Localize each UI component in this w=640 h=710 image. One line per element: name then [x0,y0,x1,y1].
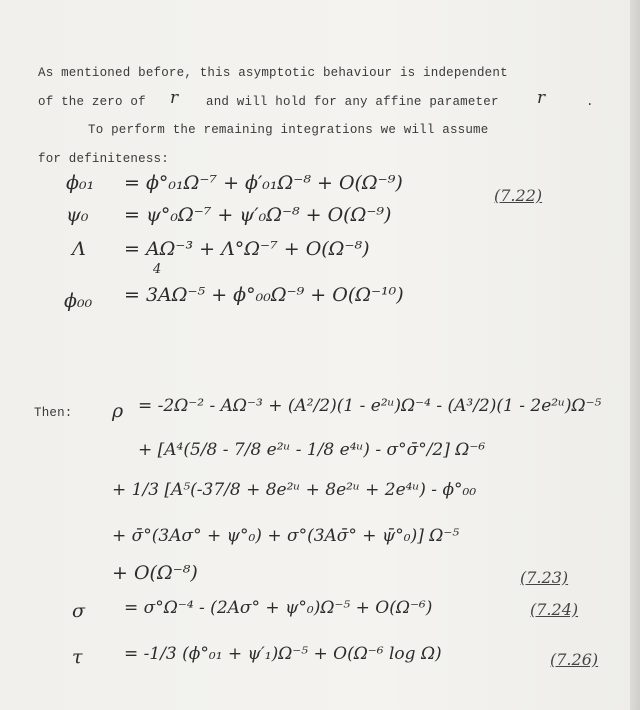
rho-line-5: + O(Ω⁻⁸) [112,562,198,584]
symbol-r-1: r [170,88,179,108]
rho-lhs: ρ [112,400,124,422]
eq1-lhs: ϕ₀₁ [66,172,95,194]
text-line-4: for definiteness: [38,152,169,166]
eq4-lhs: ϕ₀₀ [64,290,93,312]
eq1-rhs: = ϕ°₀₁Ω⁻⁷ + ϕ′₀₁Ω⁻⁸ + O(Ω⁻⁹) [124,172,403,194]
rho-line-1: = -2Ω⁻² - AΩ⁻³ + (A²/2)(1 - e²ᵘ)Ω⁻⁴ - (A³/2)(1 - 2e²ᵘ)Ω⁻⁵ [138,396,602,416]
sigma-lhs: σ [72,600,85,622]
tau-lhs: τ [72,646,83,668]
symbol-r-2: r [537,88,546,108]
text-line-2b: and will hold for any affine parameter [206,95,499,109]
rho-line-2: + [A⁴(5/8 - 7/8 e²ᵘ - 1/8 e⁴ᵘ) - σ°σ̄°/2] Ω⁻⁶ [138,440,486,460]
page-edge [630,0,640,710]
eq3-annotation: 4 [153,262,162,277]
eq4-rhs: = 3AΩ⁻⁵ + ϕ°₀₀Ω⁻⁹ + O(Ω⁻¹⁰) [124,284,404,306]
eq3-rhs: = AΩ⁻³ + Λ°Ω⁻⁷ + O(Ω⁻⁸) [124,238,370,260]
equation-number-7-26: (7.26) [550,650,599,669]
rho-line-3: + 1/3 [A⁵(-37/8 + 8e²ᵘ + 8e²ᵘ + 2e⁴ᵘ) - ϕ°₀₀ [112,480,477,500]
text-line-2a: of the zero of [38,95,146,109]
equation-number-7-24: (7.24) [530,600,579,619]
text-then: Then: [34,406,73,420]
equation-number-7-22: (7.22) [494,186,543,205]
eq2-lhs: ψ₀ [66,204,89,226]
equation-number-7-23: (7.23) [520,568,569,587]
text-line-1: As mentioned before, this asymptotic behaviour is independent [38,66,508,80]
rho-line-4: + σ̄°(3Aσ° + ψ°₀) + σ°(3Aσ̄° + ψ̄°₀)] Ω⁻⁵ [112,526,460,546]
tau-rhs: = -1/3 (ϕ°₀₁ + ψ′₁)Ω⁻⁵ + O(Ω⁻⁶ log Ω) [124,644,442,664]
text-line-3: To perform the remaining integrations we will assume [88,123,489,137]
eq3-lhs: Λ [72,238,86,260]
text-line-2-period: . [586,95,594,109]
sigma-rhs: = σ°Ω⁻⁴ - (2Aσ° + ψ°₀)Ω⁻⁵ + O(Ω⁻⁶) [124,598,433,618]
eq2-rhs: = ψ°₀Ω⁻⁷ + ψ′₀Ω⁻⁸ + O(Ω⁻⁹) [124,204,392,226]
